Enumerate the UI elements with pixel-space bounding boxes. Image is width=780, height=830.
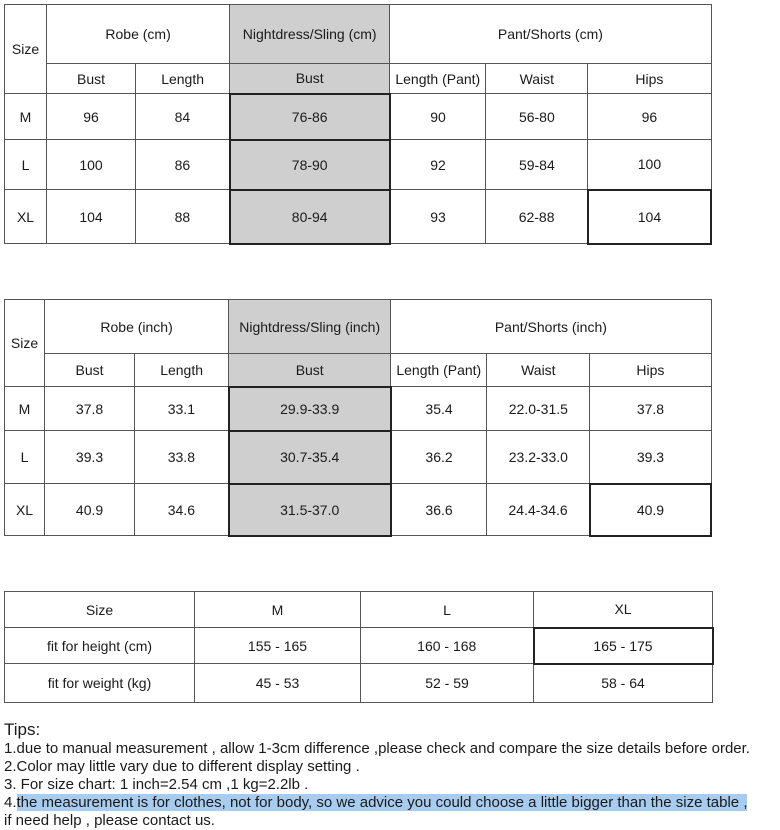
table-cell: 36.6 [391,484,487,536]
table-cell: 62-88 [486,190,588,244]
fit-table [4,591,714,703]
size-table-cm [4,4,712,245]
column-header: Waist [486,64,588,94]
size-header: Size [5,5,47,94]
tip-line-3: 3. For size chart: 1 inch=2.54 cm ,1 kg=2.2lb . [4,776,309,793]
table-cell: 30.7-35.4 [229,431,391,484]
table-cell: 22.0-31.5 [487,387,590,431]
column-header: Bust [45,354,135,387]
table-cell: 165 - 175 [534,628,713,664]
fit-header-xl: XL [534,592,713,628]
size-cell: L [5,431,45,484]
table-cell: 84 [136,94,230,140]
tips-title: Tips: [4,720,41,739]
column-header: Hips [590,354,711,387]
table-cell: 96 [588,94,711,140]
table-cell: 58 - 64 [534,664,713,703]
table-cell: 31.5-37.0 [229,484,391,536]
table-row [5,387,712,431]
table-cell: 104 [47,190,136,244]
table-cell: 45 - 53 [195,664,361,703]
robe-group-header: Robe (cm) [47,5,230,64]
fit-row-label: fit for weight (kg) [5,664,195,703]
size-cell: XL [5,190,47,244]
table-cell: 29.9-33.9 [229,387,391,431]
tip-line-2: 2.Color may little vary due to different display setting . [4,758,360,775]
tip-line-5: if need help , please contact us. [4,812,215,829]
column-header: Length (Pant) [390,64,486,94]
table-row [5,94,712,140]
table-cell: 56-80 [486,94,588,140]
table-cell: 96 [47,94,136,140]
pant-group-header: Pant/Shorts (inch) [391,300,711,354]
size-table-inch [4,299,712,537]
table-cell: 37.8 [45,387,135,431]
table-cell: 76-86 [230,94,390,140]
table-row [5,140,712,190]
fit-row-label: fit for height (cm) [5,628,195,664]
table-cell: 40.9 [590,484,711,536]
fit-header-l: L [361,592,534,628]
column-header: Bust [229,354,391,387]
column-header: Hips [588,64,711,94]
table-row [5,484,712,536]
table-cell: 34.6 [135,484,229,536]
table-cell: 39.3 [590,431,711,484]
column-header: Bust [47,64,136,94]
column-header: Length [136,64,230,94]
table-row [5,431,712,484]
table-cell: 40.9 [45,484,135,536]
table-cell: 39.3 [45,431,135,484]
table-cell: 100 [588,140,711,190]
table-cell: 33.8 [135,431,229,484]
table-cell: 160 - 168 [361,628,534,664]
table-cell: 52 - 59 [361,664,534,703]
nightdress-group-header: Nightdress/Sling (inch) [229,300,391,354]
size-header: Size [5,300,45,387]
table-row [5,628,713,664]
tips-section [4,720,780,830]
table-cell: 37.8 [590,387,711,431]
table-cell: 93 [390,190,486,244]
fit-header-size: Size [5,592,195,628]
table-cell: 24.4-34.6 [487,484,590,536]
table-cell: 100 [47,140,136,190]
table-cell: 33.1 [135,387,229,431]
table-cell: 88 [136,190,230,244]
size-cell: L [5,140,47,190]
tip-line-4-highlight: the measurement is for clothes, not for body, so we advice you could choose a little bigger than the size table , [16,794,748,811]
table-cell: 59-84 [486,140,588,190]
size-cell: XL [5,484,45,536]
table-cell: 90 [390,94,486,140]
column-header: Bust [230,64,390,94]
column-header: Length (Pant) [391,354,487,387]
table-cell: 78-90 [230,140,390,190]
tip-line-4-prefix: 4. [4,794,17,811]
table-row [5,664,713,703]
tip-line-1: 1.due to manual measurement , allow 1-3cm difference ,please check and compare the size details before order. [4,740,750,757]
fit-header-m: M [195,592,361,628]
tip-line-4 [4,794,780,812]
pant-group-header: Pant/Shorts (cm) [390,5,711,64]
size-cell: M [5,387,45,431]
table-cell: 155 - 165 [195,628,361,664]
table-cell: 36.2 [391,431,487,484]
table-cell: 35.4 [391,387,487,431]
table-cell: 86 [136,140,230,190]
nightdress-group-header: Nightdress/Sling (cm) [230,5,390,64]
table-cell: 80-94 [230,190,390,244]
column-header: Waist [487,354,590,387]
robe-group-header: Robe (inch) [45,300,229,354]
column-header: Length [135,354,229,387]
table-cell: 92 [390,140,486,190]
size-cell: M [5,94,47,140]
table-cell: 23.2-33.0 [487,431,590,484]
table-row [5,190,712,244]
table-cell: 104 [588,190,711,244]
